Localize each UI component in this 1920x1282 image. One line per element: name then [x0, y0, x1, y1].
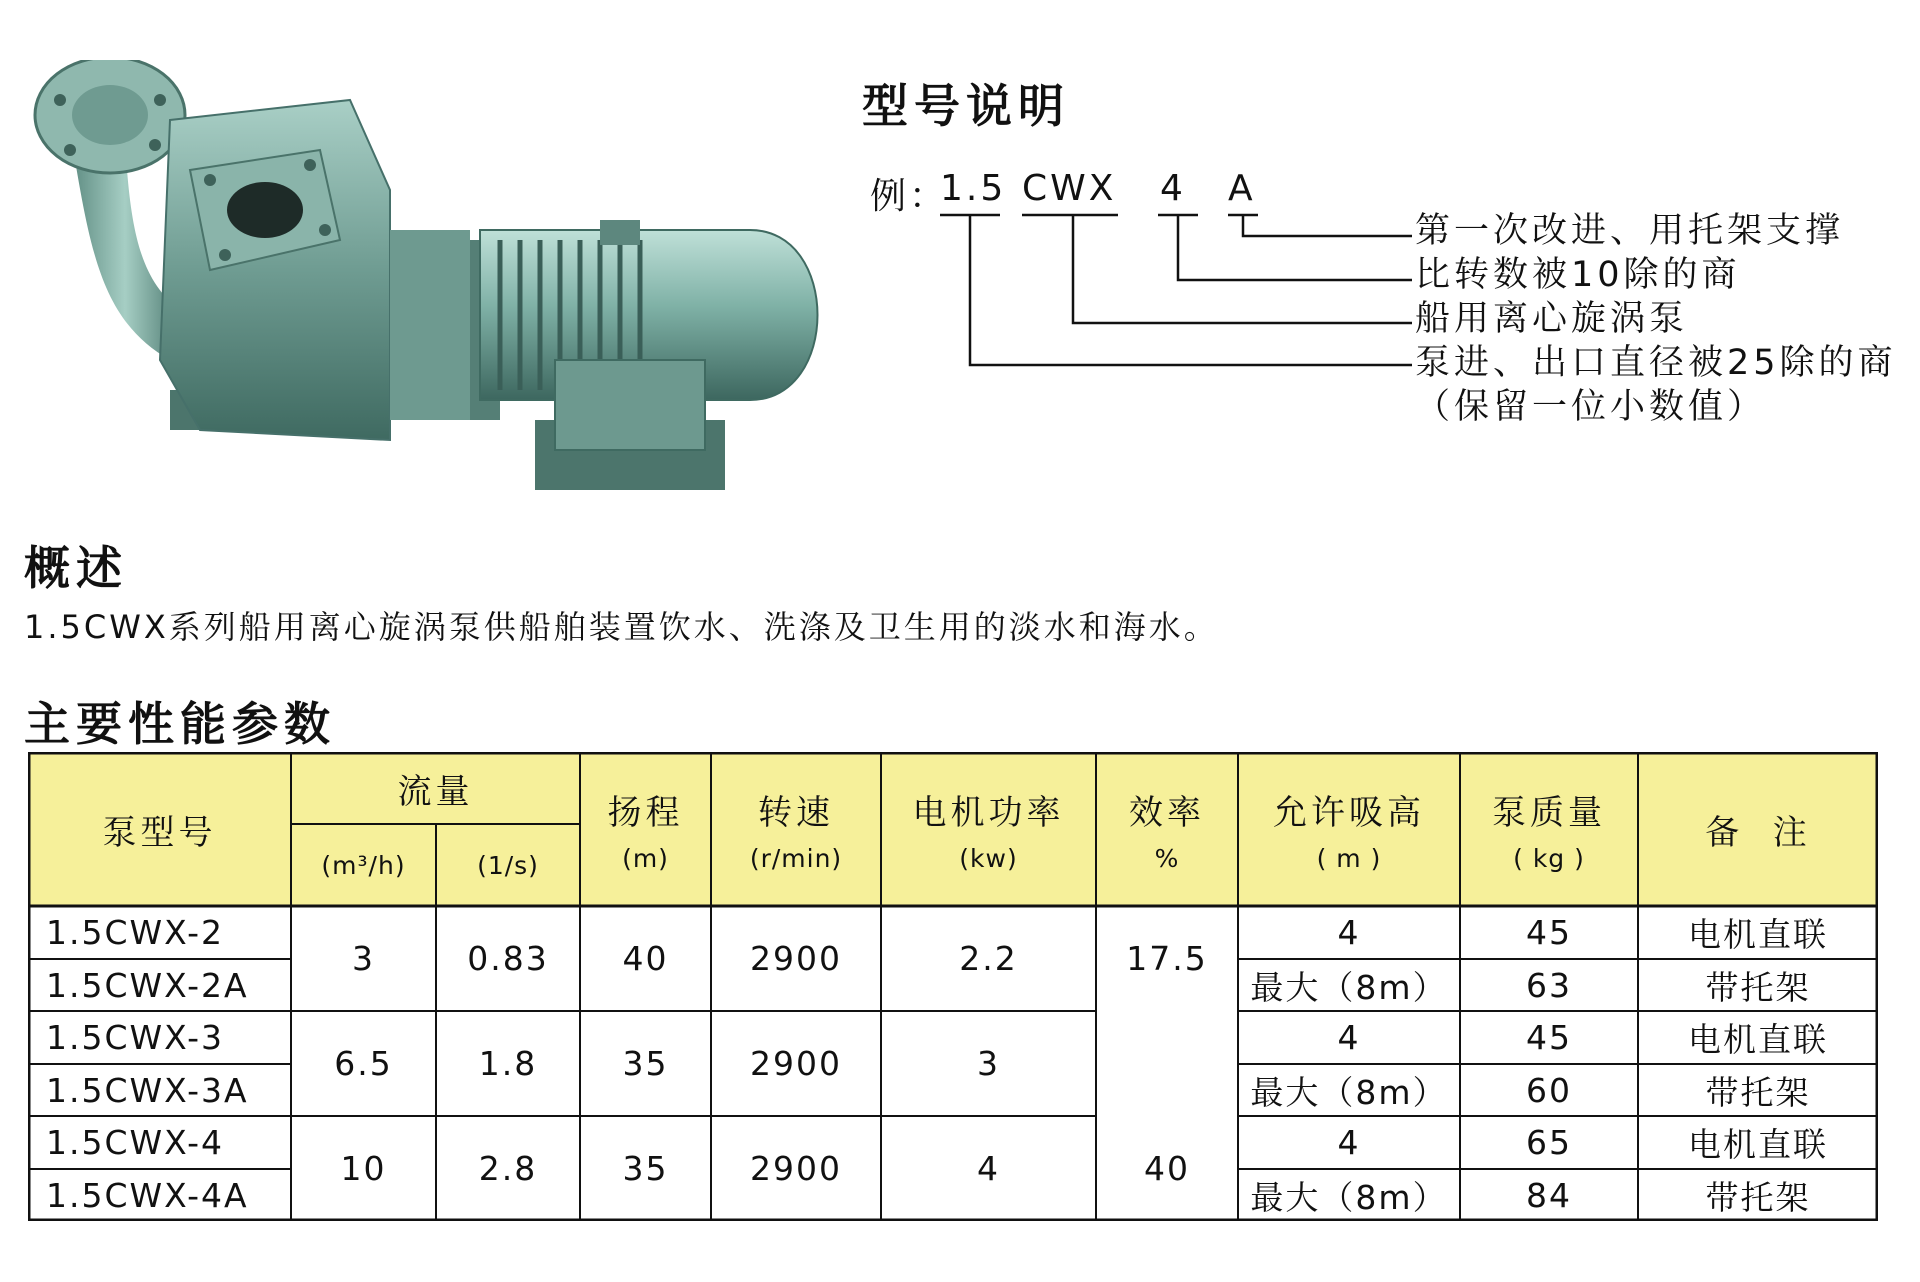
row-suction: 最大（8m）	[1250, 1177, 1448, 1217]
group-head: 35	[622, 1149, 669, 1188]
row-model: 1.5CWX-3	[46, 1018, 225, 1057]
params-title: 主要性能参数	[24, 697, 336, 751]
header-flow-label: 流量	[397, 771, 474, 812]
overview-title: 概述	[24, 541, 128, 595]
row-note: 电机直联	[1688, 1125, 1828, 1164]
row-mass: 45	[1526, 1018, 1572, 1057]
example-prefix: 例：	[870, 176, 949, 217]
header-suction-label: 允许吸高	[1273, 793, 1425, 833]
row-note: 电机直联	[1688, 915, 1828, 954]
group-flow-m3h: 10	[340, 1149, 387, 1188]
legend-decimal-note: （保留一位小数值）	[1415, 387, 1767, 427]
legend-diameter: 泵进、出口直径被25除的商	[1415, 343, 1897, 383]
group-speed: 2900	[750, 1044, 842, 1083]
example-part-speed: 4	[1160, 168, 1186, 209]
performance-table	[28, 752, 1878, 1221]
row-mass: 60	[1526, 1070, 1572, 1110]
header-mass	[1460, 752, 1638, 906]
legend-pump-type: 船用离心旋涡泵	[1415, 299, 1689, 339]
group-power: 2.2	[959, 939, 1018, 978]
row-suction: 4	[1337, 913, 1361, 952]
row-mass: 63	[1526, 965, 1572, 1005]
header-mass-unit: ( kg )	[1513, 844, 1585, 873]
header-head	[580, 752, 711, 906]
header-power-unit: (kw)	[959, 844, 1018, 873]
header-efficiency-unit: %	[1154, 844, 1180, 873]
row-mass: 45	[1526, 913, 1572, 952]
group-flow-ls: 2.8	[478, 1149, 538, 1188]
group-power: 4	[977, 1149, 1000, 1188]
pump-illustration	[10, 60, 860, 540]
header-flow-unit-ls: (1/s)	[477, 850, 539, 880]
legend-improvement: 第一次改进、用托架支撑	[1415, 211, 1845, 251]
header-mass-label: 泵质量	[1492, 793, 1606, 833]
efficiency-value: 17.5	[1126, 939, 1208, 978]
overview-text: 1.5CWX系列船用离心旋涡泵供船舶装置饮水、洗涤及卫生用的淡水和海水。	[24, 608, 1219, 646]
row-note: 带托架	[1705, 1177, 1811, 1217]
header-speed	[711, 752, 881, 906]
row-suction: 4	[1337, 1018, 1361, 1057]
header-speed-label: 转速	[758, 793, 834, 833]
group-flow-m3h: 6.5	[334, 1044, 393, 1083]
header-suction	[1238, 752, 1460, 906]
group-head: 35	[622, 1044, 669, 1083]
header-power-label: 电机功率	[912, 793, 1065, 833]
row-note: 带托架	[1705, 967, 1811, 1007]
row-model: 1.5CWX-4	[46, 1123, 225, 1162]
header-suction-unit: ( m )	[1316, 844, 1382, 873]
row-model: 1.5CWX-3A	[46, 1070, 249, 1110]
header-note	[1638, 752, 1878, 906]
group-speed: 2900	[750, 939, 842, 978]
header-flow-unit-m3h: (m³/h)	[321, 850, 406, 880]
row-suction: 最大（8m）	[1250, 1072, 1448, 1112]
row-mass: 84	[1526, 1175, 1572, 1215]
row-suction: 最大（8m）	[1250, 967, 1448, 1007]
row-model: 1.5CWX-2	[46, 913, 225, 952]
example-part-diameter: 1.5	[940, 168, 1007, 209]
row-mass: 65	[1526, 1123, 1572, 1162]
header-head-unit: (m)	[622, 844, 669, 873]
group-speed: 2900	[750, 1149, 842, 1188]
header-power	[881, 752, 1096, 906]
header-note-label: 备 注	[1705, 812, 1811, 853]
row-model: 1.5CWX-4A	[46, 1175, 249, 1215]
row-note: 带托架	[1705, 1072, 1811, 1112]
header-model-label: 泵型号	[102, 812, 217, 853]
row-model: 1.5CWX-2A	[46, 965, 249, 1005]
header-efficiency-label: 效率	[1129, 793, 1205, 833]
header-speed-unit: (r/min)	[749, 844, 843, 873]
group-flow-ls: 1.8	[478, 1044, 538, 1083]
model-explanation-title: 型号说明	[862, 79, 1070, 133]
group-flow-m3h: 3	[352, 939, 375, 978]
header-efficiency	[1096, 752, 1238, 906]
group-power: 3	[977, 1044, 1000, 1083]
header-model	[28, 752, 291, 906]
example-part-improvement: A	[1228, 168, 1256, 209]
row-suction: 4	[1337, 1123, 1361, 1162]
efficiency-value: 40	[1144, 1149, 1190, 1188]
row-note: 电机直联	[1688, 1020, 1828, 1059]
header-flow	[291, 752, 580, 824]
group-head: 40	[622, 939, 669, 978]
group-flow-ls: 0.83	[467, 939, 549, 978]
legend-specific-speed: 比转数被10除的商	[1415, 255, 1741, 295]
header-head-label: 扬程	[607, 793, 684, 833]
example-part-type: CWX	[1022, 168, 1117, 209]
